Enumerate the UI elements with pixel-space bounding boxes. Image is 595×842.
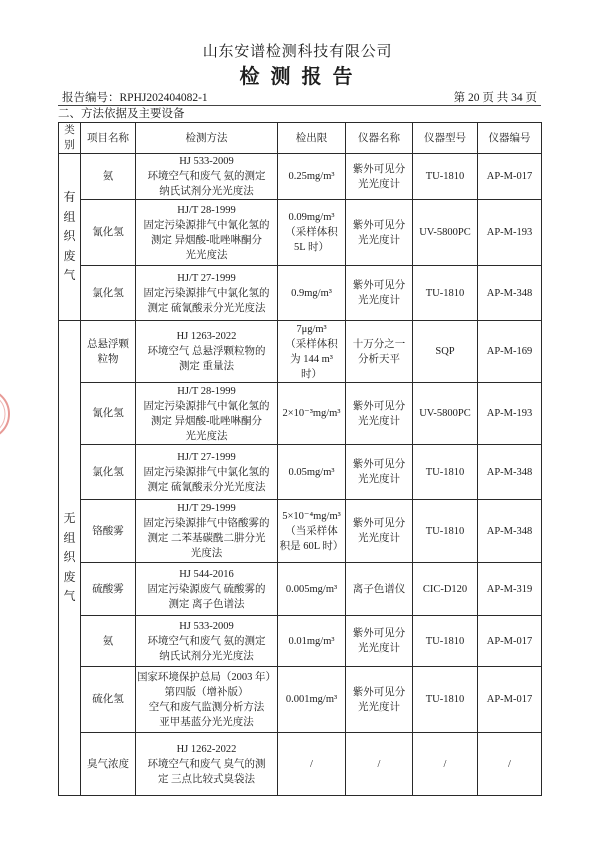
detection-limit-line: 0.9mg/m³: [291, 287, 332, 299]
detection-limit-line: 积是 60L 时）: [279, 540, 344, 552]
item-cell: [81, 616, 136, 667]
method-cell: [136, 733, 278, 796]
detection-limit-line: 为 144 m³: [290, 353, 333, 365]
item-name: 硫化氢: [92, 694, 124, 705]
instrument-name-cell: [346, 200, 413, 266]
instrument-name: 紫外可见分光光度计: [352, 400, 406, 427]
method-line: HJ/T 27-1999: [177, 451, 236, 463]
item-name: 氰化氢: [92, 227, 124, 238]
company-name: 山东安谱检测科技有限公司: [202, 44, 393, 60]
report-title: 检 测 报 告: [239, 66, 356, 88]
method-line: HJ 533-2009: [179, 620, 234, 632]
detection-limit-line: 0.005mg/m³: [285, 583, 338, 595]
header-category-label: 类别: [64, 125, 75, 151]
method-line: 固定污染源排气中氰化氢的: [143, 219, 270, 231]
instrument-name: 紫外可见分光光度计: [352, 459, 406, 485]
detection-limit-cell: [278, 733, 346, 796]
method-cell: [136, 154, 278, 200]
instrument-name: 紫外可见分光光度计: [352, 280, 406, 306]
item-cell: [81, 563, 136, 616]
instrument-name-cell: [346, 667, 413, 733]
instrument-model: TU-1810: [413, 667, 478, 733]
detection-limit-line: 0.25mg/m³: [288, 171, 335, 182]
method-line: 测定 离子色谱法: [168, 598, 245, 610]
instrument-model: TU-1810: [413, 616, 478, 667]
detection-limit-line: （当采样体: [285, 525, 338, 537]
method-line: HJ/T 28-1999: [177, 204, 236, 216]
detection-limit-cell: [278, 500, 346, 563]
method-cell: [136, 200, 278, 266]
item-cell: [81, 383, 136, 445]
table-row: [59, 667, 542, 733]
item-cell: [81, 733, 136, 796]
page-info: 第 20 页 共 34 页: [453, 92, 537, 104]
report-number: 报告编号：RPHJ202404082-1: [62, 92, 208, 104]
header-instrument-name: 仪器名称: [346, 123, 413, 154]
header-divider: [58, 105, 541, 106]
method-line: 测定 重量法: [178, 361, 235, 372]
item-cell: [81, 200, 136, 266]
method-cell: [136, 445, 278, 500]
item-name: 臭气浓度: [86, 758, 129, 770]
method-line: 固定污染源排气中铬酸雾的: [143, 518, 270, 529]
instrument-name-cell: [346, 733, 413, 796]
method-line: HJ 1263-2022: [176, 331, 237, 342]
instrument-id: AP-M-348: [478, 500, 542, 563]
instrument-name: 紫外可见分光光度计: [352, 518, 406, 544]
method-line: 定 三点比较式臭袋法: [157, 773, 256, 785]
instrument-id: AP-M-193: [478, 200, 542, 266]
instrument-name: 紫外可见分光光度计: [352, 628, 406, 654]
item-name: 氯化氢: [92, 466, 124, 478]
instrument-model: TU-1810: [413, 154, 478, 200]
instrument-model: TU-1810: [413, 445, 478, 500]
instrument-id: AP-M-319: [478, 563, 542, 616]
detection-limit-cell: [278, 200, 346, 266]
method-line: 光光度法: [185, 249, 228, 261]
detection-limit-line: 5×10⁻⁴mg/m³: [282, 510, 341, 522]
detection-limit-line: 7μg/m³: [296, 323, 327, 335]
detection-limit-line: 2×10⁻³mg/m³: [282, 408, 341, 419]
detection-limit-cell: [278, 266, 346, 321]
section-heading: 二、方法依据及主要设备: [58, 108, 185, 120]
table-row: [59, 200, 542, 266]
detection-limit-line: （采样体积: [285, 227, 338, 238]
item-name: 硫酸雾: [92, 583, 124, 595]
detection-limit-line: 0.01mg/m³: [288, 635, 335, 647]
method-line: 固定污染源排气中氯化氢的: [143, 287, 270, 299]
instrument-name: 紫外可见分光光度计: [352, 219, 406, 246]
method-line: 环境空气 总悬浮颗粒物的: [147, 346, 266, 357]
method-line: 光光度法: [185, 430, 228, 442]
detection-limit-line: （采样体积: [285, 338, 338, 350]
instrument-id: AP-M-348: [478, 445, 542, 500]
instrument-name-cell: [346, 445, 413, 500]
method-line: 测定 硫氰酸汞分光光度法: [147, 302, 266, 314]
header-instrument-id: 仪器编号: [478, 123, 542, 154]
detection-limit-cell: [278, 563, 346, 616]
instrument-id: AP-M-193: [478, 383, 542, 445]
method-line: 光度法: [190, 548, 223, 559]
instrument-model: SQP: [413, 321, 478, 383]
table-row: [59, 733, 542, 796]
method-line: 纳氏试剂分光光度法: [159, 186, 254, 197]
instrument-name-cell: [346, 154, 413, 200]
detection-limit-cell: [278, 445, 346, 500]
item-name: 铬酸雾: [92, 525, 124, 537]
item-cell: [81, 321, 136, 383]
item-cell: [81, 154, 136, 200]
method-cell: [136, 616, 278, 667]
item-name: 氰化氢: [92, 408, 124, 419]
method-line: 亚甲基蓝分光光度法: [159, 716, 254, 728]
item-name: 氨: [102, 171, 114, 182]
instrument-model: TU-1810: [413, 266, 478, 321]
category-cell: [59, 154, 81, 321]
method-cell: [136, 321, 278, 383]
table-row: [59, 563, 542, 616]
instrument-name: 十万分之一分析天平: [352, 338, 406, 365]
header-item: 项目名称: [81, 123, 136, 154]
instrument-id: AP-M-348: [478, 266, 542, 321]
method-line: 国家环境保护总局（2003 年）: [136, 671, 277, 683]
detection-limit-cell: [278, 154, 346, 200]
instrument-name: 离子色谱仪: [352, 583, 406, 595]
header-category: [59, 123, 81, 154]
item-name: 总悬浮颗粒物: [86, 338, 129, 365]
method-line: 环境空气和废气 氨的测定: [147, 171, 266, 182]
detection-limit-cell: [278, 321, 346, 383]
method-line: 第四版（增补版）: [164, 686, 249, 698]
instrument-model: UV-5800PC: [413, 200, 478, 266]
seal-fragment-icon: [0, 392, 12, 436]
item-name: 氨: [102, 635, 114, 647]
header-method: 检测方法: [136, 123, 278, 154]
instrument-id: /: [478, 733, 542, 796]
method-line: 环境空气和废气 氨的测定: [147, 635, 266, 647]
table-row: [59, 266, 542, 321]
instrument-name: 紫外可见分光光度计: [352, 686, 406, 713]
method-cell: [136, 383, 278, 445]
detection-limit-cell: [278, 383, 346, 445]
method-cell: [136, 667, 278, 733]
instrument-name-cell: [346, 321, 413, 383]
instrument-model: UV-5800PC: [413, 383, 478, 445]
item-cell: [81, 500, 136, 563]
method-line: HJ/T 29-1999: [177, 503, 236, 514]
item-cell: [81, 445, 136, 500]
method-line: 纳氏试剂分光光度法: [159, 650, 254, 662]
item-name: 氯化氢: [92, 287, 124, 299]
method-line: HJ 544-2016: [179, 568, 234, 580]
instrument-name-cell: [346, 383, 413, 445]
method-cell: [136, 563, 278, 616]
instrument-model: TU-1810: [413, 500, 478, 563]
detection-limit-line: 时）: [301, 368, 322, 380]
table-row: [59, 445, 542, 500]
detection-limit-cell: [278, 616, 346, 667]
method-line: 空气和废气监测分析方法: [148, 701, 265, 713]
header-row: [59, 123, 542, 154]
table-row: [59, 154, 542, 200]
method-line: 固定污染源排气中氰化氢的: [143, 400, 270, 412]
instrument-id: AP-M-017: [478, 616, 542, 667]
instrument-name-cell: [346, 616, 413, 667]
method-cell: [136, 266, 278, 321]
detection-limit-line: 0.05mg/m³: [288, 466, 335, 478]
instrument-name: 紫外可见分光光度计: [352, 163, 406, 190]
instrument-id: AP-M-169: [478, 321, 542, 383]
method-line: 测定 二苯基碳酰二肼分光: [147, 533, 266, 544]
method-line: 测定 硫氰酸汞分光光度法: [147, 481, 266, 493]
category-label: 有组织废气: [63, 190, 76, 283]
method-line: 测定 异烟酸-吡唑啉酮分: [150, 234, 263, 246]
instrument-model: /: [413, 733, 478, 796]
instrument-id: AP-M-017: [478, 154, 542, 200]
method-line: 测定 异烟酸-吡唑啉酮分: [150, 415, 263, 427]
method-line: HJ/T 28-1999: [177, 385, 236, 397]
table-row: [59, 500, 542, 563]
header-instrument-model: 仪器型号: [413, 123, 478, 154]
table-row: [59, 383, 542, 445]
detection-limit-line: 0.001mg/m³: [285, 694, 338, 705]
instrument-name-cell: [346, 500, 413, 563]
instrument-name: /: [377, 758, 381, 770]
instrument-name-cell: [346, 563, 413, 616]
method-line: HJ/T 27-1999: [177, 272, 236, 284]
item-cell: [81, 667, 136, 733]
instrument-name-cell: [346, 266, 413, 321]
category-label: 无组织废气: [63, 511, 76, 604]
method-line: HJ 1262-2022: [176, 743, 237, 755]
method-line: 固定污染源排气中氯化氢的: [143, 466, 270, 478]
item-cell: [81, 266, 136, 321]
detection-limit-cell: [278, 667, 346, 733]
detection-limit-line: 5L 时）: [294, 242, 329, 253]
method-line: 固定污染源废气 硫酸雾的: [147, 583, 266, 595]
detection-limit-line: /: [310, 758, 313, 770]
table-row: [59, 321, 542, 383]
header-detection-limit: 检出限: [278, 123, 346, 154]
method-line: HJ 533-2009: [179, 156, 234, 167]
detection-limit-line: 0.09mg/m³: [288, 212, 335, 223]
method-cell: [136, 500, 278, 563]
instrument-id: AP-M-017: [478, 667, 542, 733]
method-equipment-table: [58, 122, 542, 796]
table-row: [59, 616, 542, 667]
instrument-model: CIC-D120: [413, 563, 478, 616]
category-cell: [59, 321, 81, 796]
method-line: 环境空气和废气 臭气的测: [147, 758, 266, 770]
